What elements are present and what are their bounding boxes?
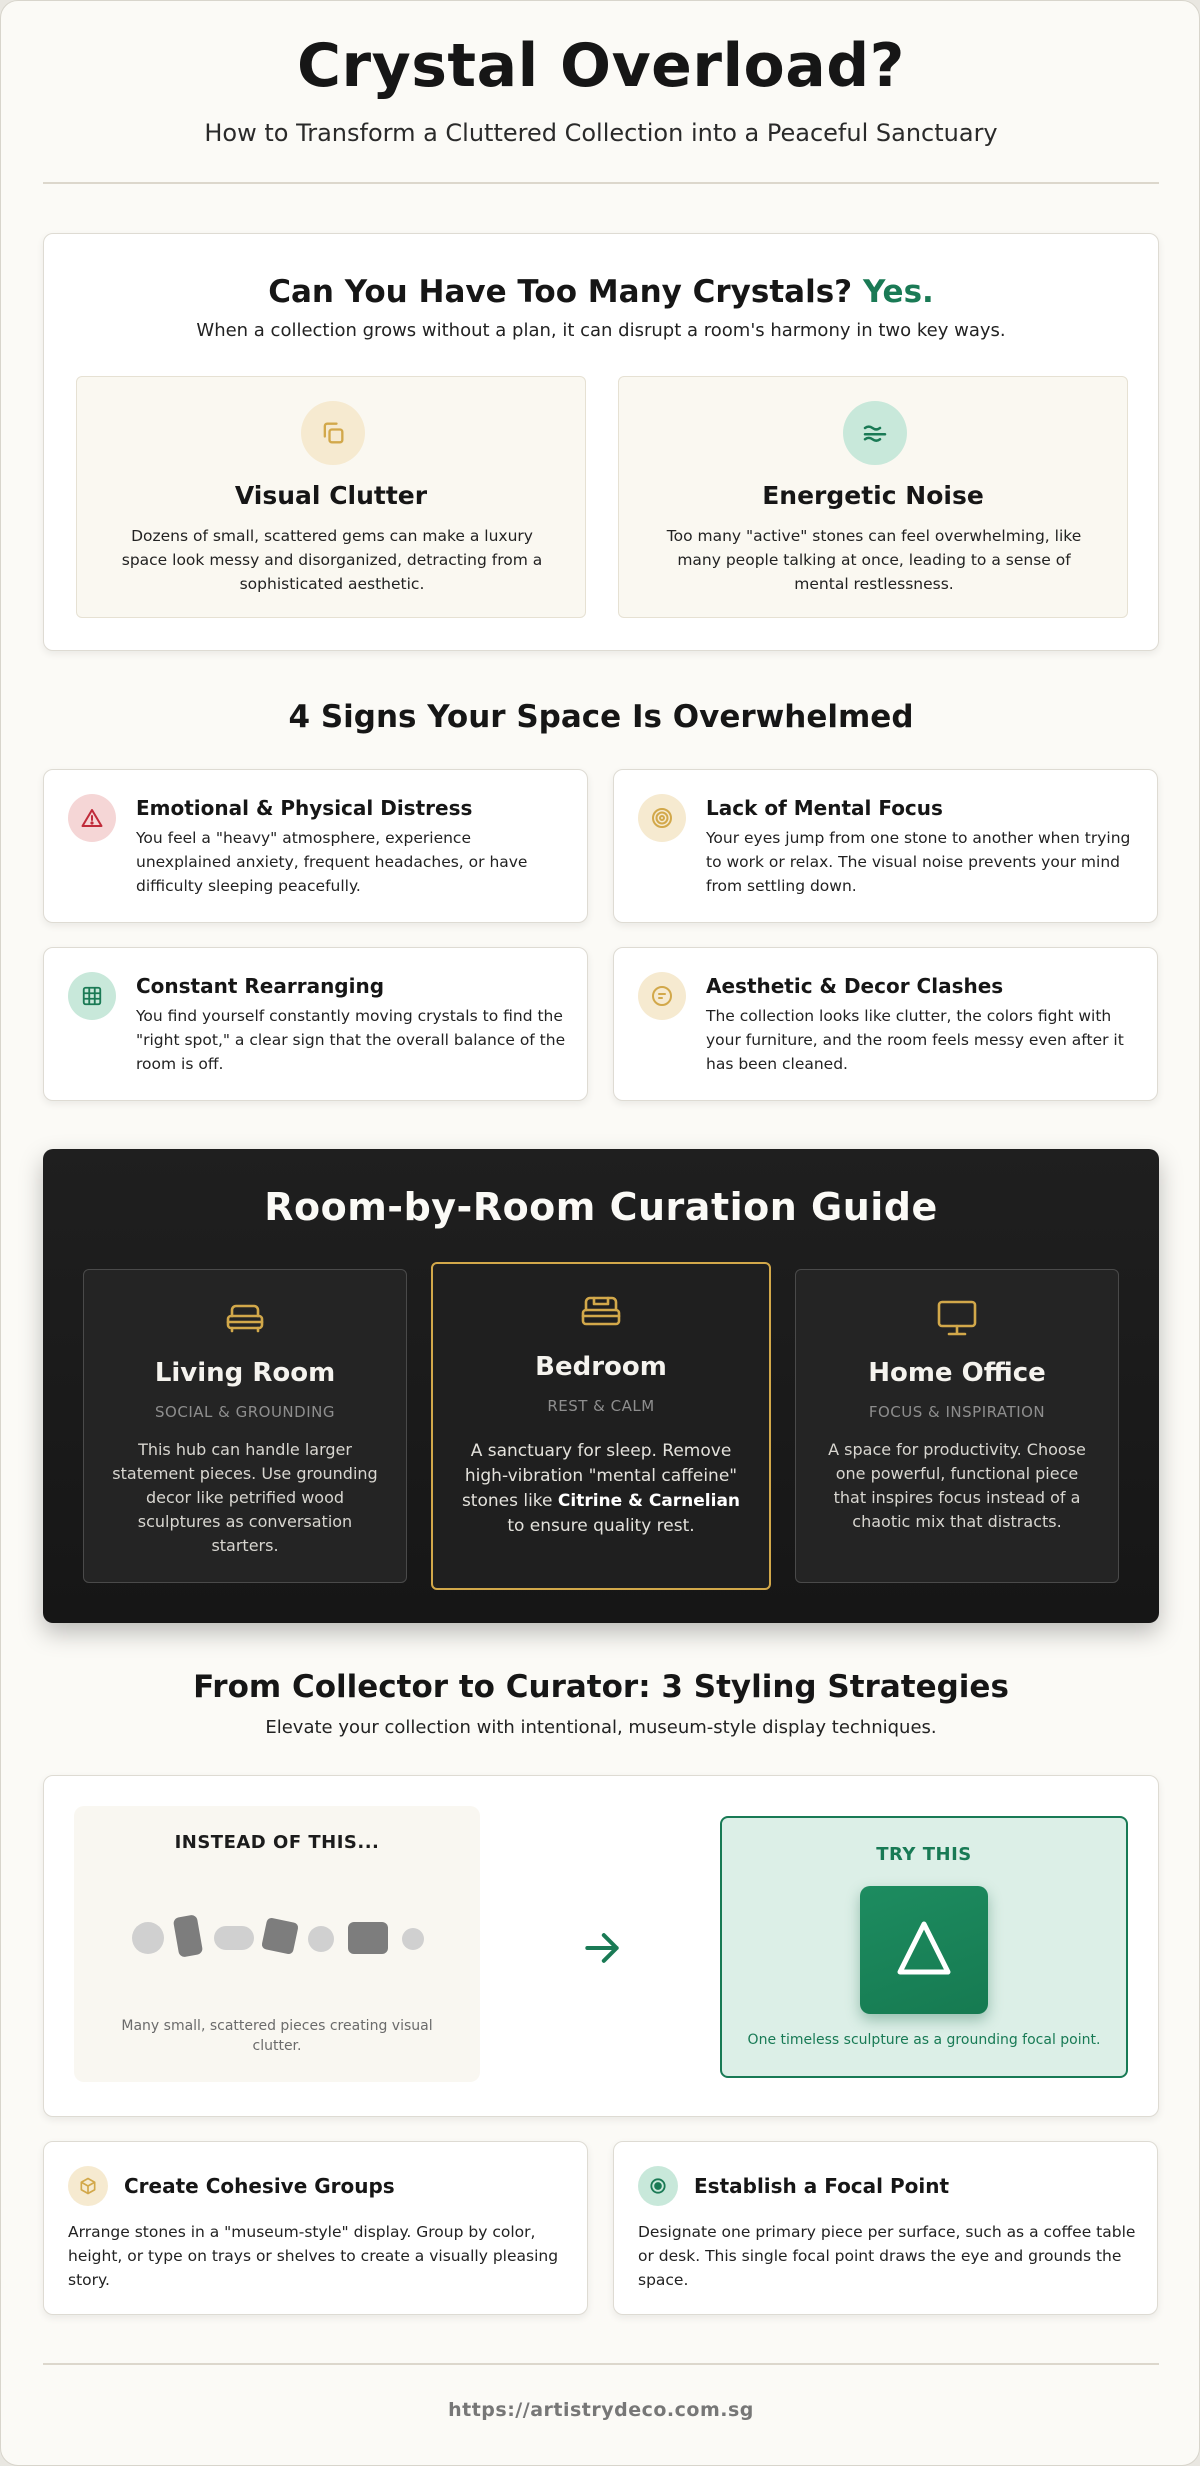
intro-title-accent: Yes. — [862, 274, 934, 310]
scattered-stone — [214, 1926, 254, 1950]
room-tag: REST & CALM — [547, 1397, 655, 1415]
sign-card — [43, 769, 588, 923]
sign-text: Your eyes jump from one stone to another when trying to work or relax. The visual noise prevents your mind from settling down. — [706, 829, 1131, 895]
effect-card-energetic-noise — [618, 376, 1128, 618]
scattered-stone — [308, 1926, 334, 1952]
tip-card — [43, 2141, 588, 2315]
scattered-stone — [132, 1922, 164, 1954]
bed-icon — [577, 1288, 625, 1336]
signs-heading: 4 Signs Your Space Is Overwhelmed — [288, 699, 914, 735]
warning-icon — [68, 794, 116, 842]
room-card-home-office — [795, 1269, 1119, 1583]
sign-card — [613, 947, 1158, 1101]
footer-url[interactable]: https://artistrydeco.com.sg — [448, 2399, 754, 2421]
curation-guide-panel — [43, 1149, 1159, 1623]
intro-card — [43, 233, 1159, 651]
sign-card — [613, 769, 1158, 923]
intro-description: When a collection grows without a plan, it can disrupt a room's harmony in two key ways. — [196, 320, 1006, 341]
room-text: A space for productivity. Choose one powerful, functional piece that inspires focus instead of a chaotic mix that distracts. — [828, 1440, 1086, 1531]
sign-title: Emotional & Physical Distress — [136, 796, 473, 820]
instead-caption: Many small, scattered pieces creating visual clutter. — [121, 2018, 433, 2054]
room-name: Home Office — [868, 1358, 1046, 1388]
instead-panel — [74, 1806, 480, 2082]
sign-text: You find yourself constantly moving crystals to find the "right spot," a clear sign that the overall balance of the room is off. — [136, 1007, 566, 1073]
room-text-after: to ensure quality rest. — [507, 1516, 695, 1536]
cube-icon — [68, 2166, 108, 2206]
footer-divider — [43, 2363, 1159, 2365]
sculpture-tile — [860, 1886, 988, 2014]
page-subtitle: How to Transform a Cluttered Collection into a Peaceful Sanctuary — [204, 119, 998, 147]
sign-text: The collection looks like clutter, the colors fight with your furniture, and the room feels messy even after it has been cleaned. — [706, 1007, 1124, 1073]
effect-title: Energetic Noise — [762, 481, 984, 510]
sign-text: You feel a "heavy" atmosphere, experience unexplained anxiety, frequent headaches, or have difficulty sleeping peacefully. — [136, 829, 528, 895]
sofa-icon — [221, 1294, 269, 1342]
scattered-stone — [402, 1928, 424, 1950]
room-name: Bedroom — [535, 1352, 667, 1382]
try-panel — [720, 1816, 1128, 2078]
room-text-before: A sanctuary for sleep. Remove high-vibration "mental caffeine" stones like — [461, 1441, 738, 1511]
room-text-highlight: Citrine & Carnelian — [557, 1491, 741, 1511]
intro-title — [44, 274, 1158, 310]
monitor-icon — [933, 1294, 981, 1342]
effect-title: Visual Clutter — [234, 481, 428, 510]
strategies-heading: From Collector to Curator: 3 Styling Strategies — [193, 1669, 1009, 1705]
focus-icon — [638, 2166, 678, 2206]
sign-title: Lack of Mental Focus — [706, 796, 943, 820]
effect-card-visual-clutter — [76, 376, 586, 618]
curation-guide-title: Room-by-Room Curation Guide — [264, 1185, 938, 1229]
grid-icon — [68, 972, 116, 1020]
instead-label: INSTEAD OF THIS... — [174, 1832, 380, 1853]
room-name: Living Room — [154, 1358, 336, 1388]
tip-text: Designate one primary piece per surface, such as a coffee table or desk. This single focal point draws the eye and grounds the space. — [638, 2223, 1136, 2289]
room-text — [457, 1439, 745, 1539]
room-card-bedroom — [431, 1262, 771, 1590]
copy-icon — [301, 401, 365, 465]
scattered-stone — [261, 1917, 299, 1955]
effect-text: Dozens of small, scattered gems can make a luxury space look messy and disorganized, detracting from a sophisticated aesthetic. — [121, 527, 543, 593]
sign-card — [43, 947, 588, 1101]
target-icon — [638, 794, 686, 842]
room-card-living-room — [83, 1269, 407, 1583]
tip-card — [613, 2141, 1158, 2315]
header-divider — [43, 182, 1159, 184]
triangle-icon — [860, 1886, 988, 2014]
sign-title: Constant Rearranging — [136, 974, 385, 998]
try-label: TRY THIS — [876, 1844, 972, 1865]
try-caption: One timeless sculpture as a grounding focal point. — [747, 2032, 1101, 2048]
tip-text: Arrange stones in a "museum-style" display. Group by color, height, or type on trays or shelves to create a visually pleasing story. — [68, 2223, 559, 2289]
intro-title-text: Can You Have Too Many Crystals? — [268, 274, 853, 310]
tip-title: Create Cohesive Groups — [124, 2174, 395, 2198]
room-tag: FOCUS & INSPIRATION — [868, 1403, 1046, 1421]
comparison-card — [43, 1775, 1159, 2117]
effect-text: Too many "active" stones can feel overwhelming, like many people talking at once, leading to a sense of mental restlessness. — [666, 527, 1082, 593]
scattered-stone — [173, 1914, 204, 1958]
room-text: This hub can handle larger statement pieces. Use grounding decor like petrified wood sculptures as conversation starters. — [112, 1440, 378, 1555]
sign-title: Aesthetic & Decor Clashes — [706, 974, 1004, 998]
tip-title: Establish a Focal Point — [694, 2174, 950, 2198]
page-title: Crystal Overload? — [296, 31, 905, 101]
arrow-right-icon — [580, 1926, 624, 1970]
strategies-subtitle: Elevate your collection with intentional, museum-style display techniques. — [265, 1717, 937, 1738]
scattered-stone — [348, 1922, 388, 1954]
palette-icon — [638, 972, 686, 1020]
waves-icon — [843, 401, 907, 465]
room-tag: SOCIAL & GROUNDING — [155, 1403, 335, 1421]
